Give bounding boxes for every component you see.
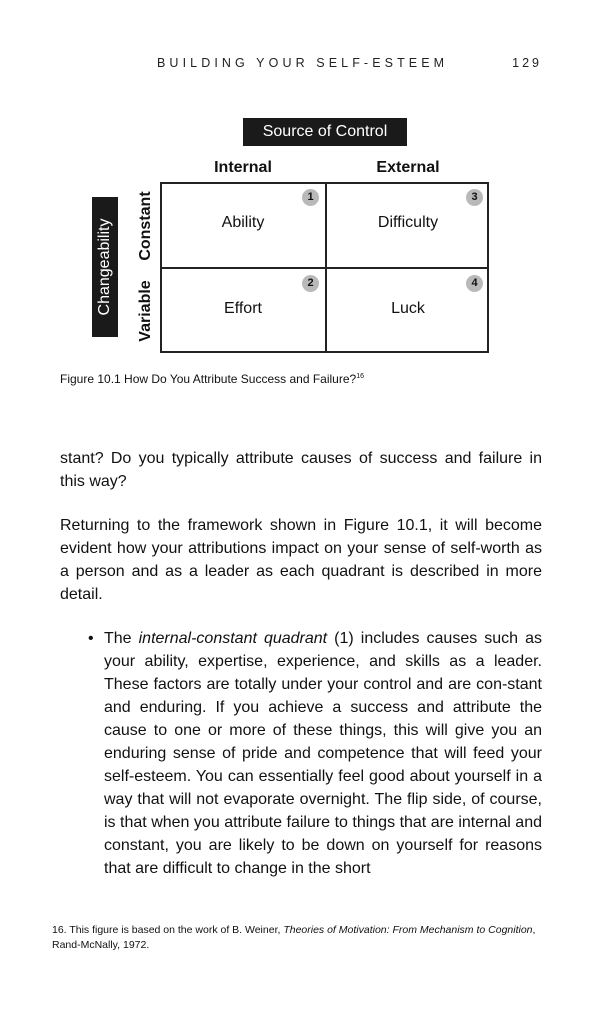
cell-number-badge: 1	[302, 189, 319, 206]
column-label-external: External	[376, 159, 440, 176]
bullet-term: internal-constant quadrant	[138, 630, 328, 647]
grid-horizontal-divider	[160, 267, 489, 269]
running-head: BUILDING YOUR SELF-ESTEEM	[157, 56, 449, 70]
bullet-lead: The	[104, 630, 139, 647]
row-label-variable: Variable	[137, 280, 154, 342]
bullet-body: (1) includes causes such as your ability, expertise, experience, and skills as a leader. These factors are totally under your control and are con-stant and enduring. If you achieve a success and attribute the cause to one or more of these things, this will give you an enduring sense of pride and competence that will feed your self-esteem. You can essentially feel good about yourself in a way that will not evaporate overnight. The flip side, of course, is that when you attribute failure to things that are internal and constant, you are likely to be down on yourself for reasons that are difficult to change in the short	[104, 630, 543, 877]
caption-text: Figure 10.1 How Do You Attribute Success and Failure?	[60, 372, 357, 386]
side-label-changeability: Changeability	[96, 218, 113, 316]
figure-title: Source of Control	[243, 118, 407, 146]
cell-number-badge: 3	[466, 189, 483, 206]
cell-number-badge: 4	[466, 275, 483, 292]
figure-10-1	[0, 0, 600, 400]
page-number: 129	[512, 56, 542, 70]
figure-caption	[60, 372, 364, 386]
column-label-internal: Internal	[214, 159, 272, 176]
cell-ability: Ability	[221, 214, 265, 231]
cell-luck: Luck	[391, 300, 425, 317]
cell-effort: Effort	[224, 300, 262, 317]
footnote-suffix: , Rand-McNally, 1972.	[52, 924, 536, 951]
cell-difficulty: Difficulty	[377, 214, 439, 231]
footnote-prefix: 16. This figure is based on the work of B. Weiner,	[52, 924, 284, 936]
paragraph-2: Returning to the framework shown in Figure 10.1, it will become evident how your attributions impact on your sense of self-worth as a person and as a leader as each quadrant is described in more detail.	[60, 517, 542, 603]
bullet-dot: •	[88, 630, 94, 647]
footnote-16	[52, 923, 552, 953]
footnote-book-title: Theories of Motivation: From Mechanism to Cognition	[283, 924, 533, 936]
paragraph-1: stant? Do you typically attribute causes of success and failure in this way?	[60, 450, 542, 490]
caption-footnote-ref: 16	[356, 373, 364, 380]
row-label-constant: Constant	[137, 191, 154, 261]
cell-number-badge: 2	[302, 275, 319, 292]
bullet-internal-constant	[104, 627, 542, 880]
